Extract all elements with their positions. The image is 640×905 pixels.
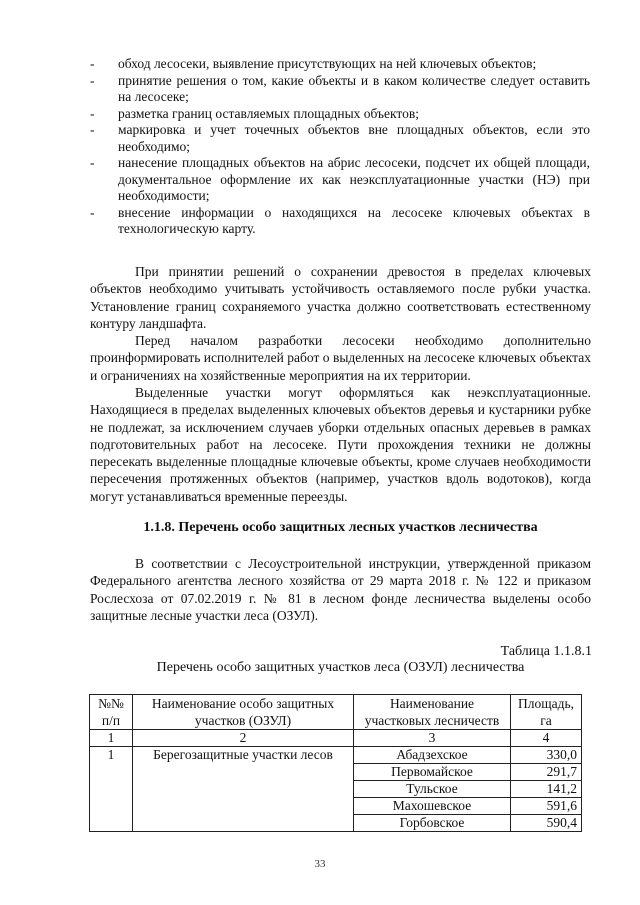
district-cell: Махошевское xyxy=(354,798,511,815)
row-number-cell: 1 xyxy=(90,747,133,832)
column-number-cell: 2 xyxy=(133,730,354,747)
district-cell: Тульское xyxy=(354,781,511,798)
column-number-cell: 1 xyxy=(90,730,133,747)
table-number: Таблица 1.1.8.1 xyxy=(500,644,592,659)
column-number-cell: 3 xyxy=(354,730,511,747)
header-cell: Наименование участковых лесничеств xyxy=(354,695,511,730)
paragraph-instruction: В соответствии с Лесоустроительной инструкции, утвержденной приказом Федерального агентства лесного хозяйства от 29 марта 2018 г. № 122 и приказом Рослесхоза от 07.02.2019 г. № 81 в лесном фонде лесничества выделены особо защитные лесные участки леса (ОЗУЛ). xyxy=(90,556,591,623)
list-item: - принятие решения о том, какие объекты и в каком количестве следует оставить на лесосеке; xyxy=(90,72,590,104)
paragraph-allocated-sites: Выделенные участки могут оформляться как неэксплуатационные. Находящиеся в пределах выделенных ключевых объектов деревья и кустарники рубке не подлежат, за исключением случаев уборки отдельных опасных деревьев в рамках подготовительных работ на лесосеке. Пути прохождения техники не должны пересекать выделенные площадные ключевые объекты, кроме случаев необходимости пересечения протяженных объектов (например, участков вдоль водотоков), когда могут устанавливаться временные переезды. xyxy=(90,385,591,504)
header-cell: Наименование особо защитных участков (ОЗУЛ) xyxy=(133,695,354,730)
area-cell: 590,4 xyxy=(511,815,582,832)
district-cell: Абадзехское xyxy=(354,747,511,764)
ozul-table xyxy=(89,694,582,832)
table-header-row xyxy=(90,695,582,730)
column-number-cell: 4 xyxy=(511,730,582,747)
table-row xyxy=(90,747,582,764)
list-item: - нанесение площадных объектов на абрис лесосеки, подсчет их общей площади, документальное оформление их как неэксплуатационные участки (НЭ) при необходимости; xyxy=(90,155,590,203)
header-cell: №№ п/п xyxy=(90,695,133,730)
category-cell: Берегозащитные участки лесов xyxy=(133,747,354,832)
area-cell: 291,7 xyxy=(511,764,582,781)
table-row xyxy=(90,730,582,747)
header-cell: Площадь, га xyxy=(511,695,582,730)
section-heading: 1.1.8. Перечень особо защитных лесных участков лесничества xyxy=(143,520,538,535)
area-cell: 591,6 xyxy=(511,798,582,815)
paragraph-decision: При принятии решений о сохранении древостоя в пределах ключевых объектов необходимо учитывать устойчивость оставляемого после рубки участка. Установление границ сохраняемого участка должно соответствовать естественному контуру ландшафта. xyxy=(90,264,591,331)
list-item: - внесение информации о находящихся на лесосеке ключевых объектах в технологическую карту. xyxy=(90,204,590,236)
list-item: - разметка границ оставляемых площадных объектов; xyxy=(90,105,419,121)
district-cell: Первомайское xyxy=(354,764,511,781)
paragraph-inform: Перед началом разработки лесосеки необходимо дополнительно проинформировать исполнителей работ о выделенных на лесосеке ключевых объектах и ограничениях на хозяйственные мероприятия на их территории. xyxy=(90,333,591,383)
district-cell: Горбовское xyxy=(354,815,511,832)
task-bullet-list xyxy=(90,56,590,238)
page-number: 33 xyxy=(314,858,326,870)
table-title: Перечень особо защитных участков леса (ОЗУЛ) лесничества xyxy=(156,660,525,675)
area-cell: 141,2 xyxy=(511,781,582,798)
area-cell: 330,0 xyxy=(511,747,582,764)
list-item: - обход лесосеки, выявление присутствующих на ней ключевых объектов; xyxy=(90,56,537,71)
list-item: - маркировка и учет точечных объектов вне площадных объектов, если это необходимо; xyxy=(90,122,590,154)
